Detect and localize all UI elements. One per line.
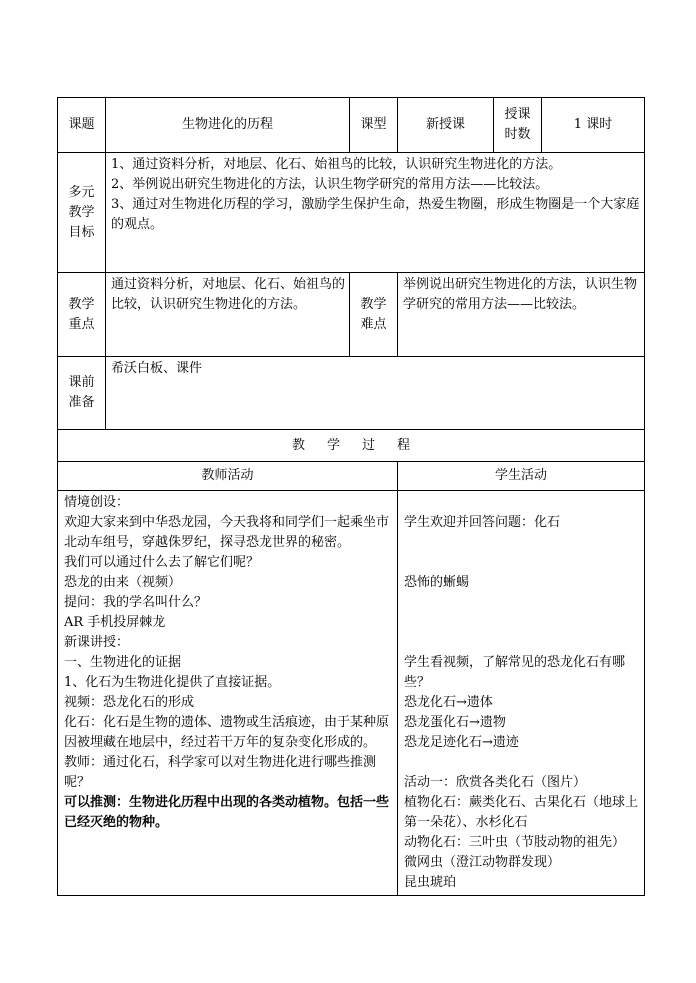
activity-row — [58, 491, 645, 896]
teacher-line: 情境创设： — [64, 495, 130, 510]
goals-row — [58, 153, 645, 273]
goal-line: 3、通过对生物进化历程的学习，激励学生保护生命，热爱生物圈，形成生物圈是一个大家庭的观点。 — [111, 197, 640, 232]
teacher-line: 我们可以通过什么去了解它们呢？ — [64, 555, 260, 570]
topic-value: 生物进化的历程 — [106, 98, 350, 153]
hours-value: 1 课时 — [542, 98, 645, 153]
spacer — [404, 553, 640, 573]
student-line: 微网虫（澄江动物群发现） — [404, 855, 561, 870]
teacher-line: 一、生物进化的证据 — [64, 655, 182, 670]
header-row — [58, 98, 645, 153]
process-title-row — [58, 430, 645, 462]
hours-label-line1: 授课 — [504, 107, 531, 122]
teacher-line: 1、化石为生物进化提供了直接证据。 — [64, 675, 281, 690]
student-line: 植物化石：蕨类化石、古果化石（地球上第一朵花）、水杉化石 — [404, 795, 639, 830]
key-text: 通过资料分析，对地层、化石、始祖鸟的比较，认识研究生物进化的方法。 — [106, 273, 350, 357]
type-label: 课型 — [350, 98, 398, 153]
hours-label-line2: 时数 — [504, 127, 531, 142]
student-line: 学生看视频，了解常见的恐龙化石有哪些？ — [404, 655, 626, 690]
key-label-line: 教学 — [68, 296, 95, 312]
student-line: 动物化石：三叶虫（节肢动物的祖先） — [404, 835, 626, 850]
student-line: 恐龙化石→遗体 — [404, 695, 493, 710]
student-line: 活动一：欣赏各类化石（图片） — [404, 775, 587, 790]
teacher-line: 新课讲授： — [64, 635, 130, 650]
prep-label — [58, 357, 106, 430]
teacher-line: 视频：恐龙化石的形成 — [64, 695, 195, 710]
teacher-line: AR 手机投屏棘龙 — [64, 615, 166, 630]
teacher-line: 提问：我的学名叫什么？ — [64, 595, 208, 610]
goals-label-line: 目标 — [68, 224, 95, 240]
type-value: 新授课 — [398, 98, 494, 153]
goal-line: 1、通过资料分析，对地层、化石、始祖鸟的比较，认识研究生物进化的方法。 — [111, 157, 562, 172]
spacer — [404, 753, 640, 773]
focus-row — [58, 273, 645, 357]
goals-label-line: 多元 — [68, 184, 95, 200]
student-activity — [398, 491, 645, 896]
lesson-plan-table — [57, 97, 645, 896]
student-line: 恐龙蛋化石→遗物 — [404, 715, 506, 730]
teacher-line: 恐龙的由来（视频） — [64, 575, 182, 590]
teacher-line: 化石：化石是生物的遗体、遗物或生活痕迹，由于某种原因被埋藏在地层中，经过若干万年的复杂变化形成的。 — [64, 715, 390, 750]
student-line: 恐龙足迹化石→遗迹 — [404, 735, 519, 750]
goals-label-line: 教学 — [68, 204, 95, 220]
hard-label-line: 教学 — [360, 296, 387, 312]
student-header: 学生活动 — [398, 462, 645, 491]
spacer — [404, 493, 640, 513]
spacer — [404, 593, 640, 613]
hard-label-line: 难点 — [360, 316, 387, 332]
teacher-header: 教师活动 — [58, 462, 398, 491]
topic-label: 课题 — [58, 98, 106, 153]
process-title: 教学过程 — [58, 430, 645, 462]
goals-label — [58, 153, 106, 273]
prep-label-line: 准备 — [68, 395, 95, 410]
key-label-line: 重点 — [68, 316, 95, 332]
spacer — [404, 613, 640, 633]
goal-line: 2、举例说出研究生物进化的方法，认识生物学研究的常用方法——比较法。 — [111, 177, 549, 192]
student-line: 学生欢迎并回答问题：化石 — [404, 515, 561, 530]
spacer — [404, 533, 640, 553]
key-label — [58, 273, 106, 357]
student-line: 恐怖的蜥蜴 — [404, 575, 470, 590]
prep-row — [58, 357, 645, 430]
prep-text: 希沃白板、课件 — [106, 357, 645, 430]
teacher-bold-conclusion: 可以推测：生物进化历程中出现的各类动植物。包括一些已经灭绝的物种。 — [64, 795, 390, 830]
student-line: 昆虫琥珀 — [404, 875, 457, 890]
teacher-line: 欢迎大家来到中华恐龙园，今天我将和同学们一起乘坐市北动车组号，穿越侏罗纪，探寻恐龙世界的秘密。 — [64, 515, 390, 550]
goals-content — [106, 153, 645, 273]
prep-label-line: 课前 — [68, 375, 95, 390]
teacher-line: 教师：通过化石，科学家可以对生物进化进行哪些推测呢？ — [64, 755, 377, 790]
hard-label — [350, 273, 398, 357]
activity-header-row — [58, 462, 645, 491]
hard-text: 举例说出研究生物进化的方法，认识生物学研究的常用方法——比较法。 — [398, 273, 645, 357]
teacher-activity — [58, 491, 398, 896]
spacer — [404, 633, 640, 653]
hours-label — [494, 98, 542, 153]
